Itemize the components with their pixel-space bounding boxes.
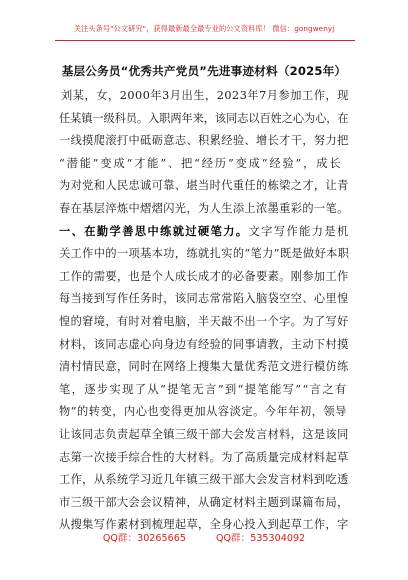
- body-line: [59, 424, 350, 447]
- header-divider: [55, 40, 355, 41]
- line-text: 文字写作能力是机: [248, 224, 350, 238]
- section-heading: 一、在勤学善思中练就过硬笔力。: [59, 224, 249, 238]
- body-line: [59, 469, 350, 492]
- line-text: 一线摸爬滚打中砥砺意志、积累经验、增长才干，努力把: [59, 134, 349, 148]
- body-line: [59, 379, 350, 402]
- line-text: 物”的转变，内心也变得更加从容淡定。今年年初，领导: [59, 405, 347, 419]
- qq-group-2: QQ群：535304092: [215, 533, 306, 544]
- line-text: 从搜集写作素材到梳理起草，全身心投入到起草工作，字: [59, 518, 349, 532]
- body-line: [59, 153, 350, 176]
- document-title: 基层公务员“优秀共产党员”先进事迹材料（2025年）: [61, 64, 347, 78]
- body-line: [59, 356, 350, 379]
- line-text: 春在基层淬炼中熠熠闪光，为人生添上浓墨重彩的一笔。: [59, 201, 349, 215]
- line-text: 志第一次接手综合性的大材料。为了高质量完成材料起草: [59, 450, 349, 464]
- line-text: 为对党和人民忠诚可靠、堪当时代重任的栋梁之才，让青: [59, 179, 349, 193]
- line-text: 笔，逐步实现了从“提笔无言”到“提笔能写”“言之有: [59, 382, 348, 396]
- line-text: 工作的需要，也是个人成长成才的必备要素。刚参加工作: [59, 269, 349, 283]
- line-text: 工作，从系统学习近几年镇三级干部大会发言材料到吃透: [59, 473, 349, 487]
- body-line: [59, 401, 350, 424]
- body-line: [59, 243, 350, 266]
- body-line: [59, 266, 350, 289]
- body-line: [59, 492, 350, 515]
- body-line: [59, 447, 350, 470]
- line-text: 刘某，女，2000年3月出生，2023年7月参加工作，现: [61, 89, 349, 102]
- line-text: 让该同志负责起草全镇三级干部大会发言材料，这是该同: [59, 427, 349, 441]
- line-text: “潜能”变成“才能”、把“经历”变成“经验”，成长: [59, 156, 343, 170]
- header-banner: 关注头条号"公文研究"，获得最新最全最专业的公文资料库！ 微信：gongwenyj: [73, 24, 335, 33]
- body-line: [59, 85, 350, 108]
- document-body: [59, 85, 350, 537]
- line-text: 市三级干部大会会议精神，从确定材料主题到谋篇布局，: [59, 495, 349, 509]
- line-text: 清村情民意，同时在网络上搜集大量优秀范文进行模仿练: [59, 360, 349, 374]
- line-text: 惶的窘境，有时对着电脑，半天敲不出一个字。为了写好: [59, 314, 349, 328]
- body-line: [59, 221, 350, 244]
- body-line: [59, 334, 350, 357]
- body-line: [59, 108, 350, 131]
- line-text: 材料，该同志虚心向身边有经验的同事请教，主动下村摸: [59, 337, 349, 351]
- body-line: [59, 311, 350, 334]
- body-line: [59, 288, 350, 311]
- body-line: [59, 175, 350, 198]
- line-text: 任某镇一级科员。入职两年来，该同志以百姓之心为心，在: [59, 111, 349, 125]
- line-text: 每当接到写作任务时，该同志常常陷入脑袋空空、心里惶: [59, 292, 349, 306]
- line-text: 关工作中的一项基本功，练就扎实的“笔力”既是做好本职: [59, 247, 350, 261]
- footer-contact: [0, 530, 408, 544]
- qq-group-1: QQ群：30265665: [102, 533, 186, 544]
- body-line: [59, 130, 350, 153]
- body-line: [59, 198, 350, 221]
